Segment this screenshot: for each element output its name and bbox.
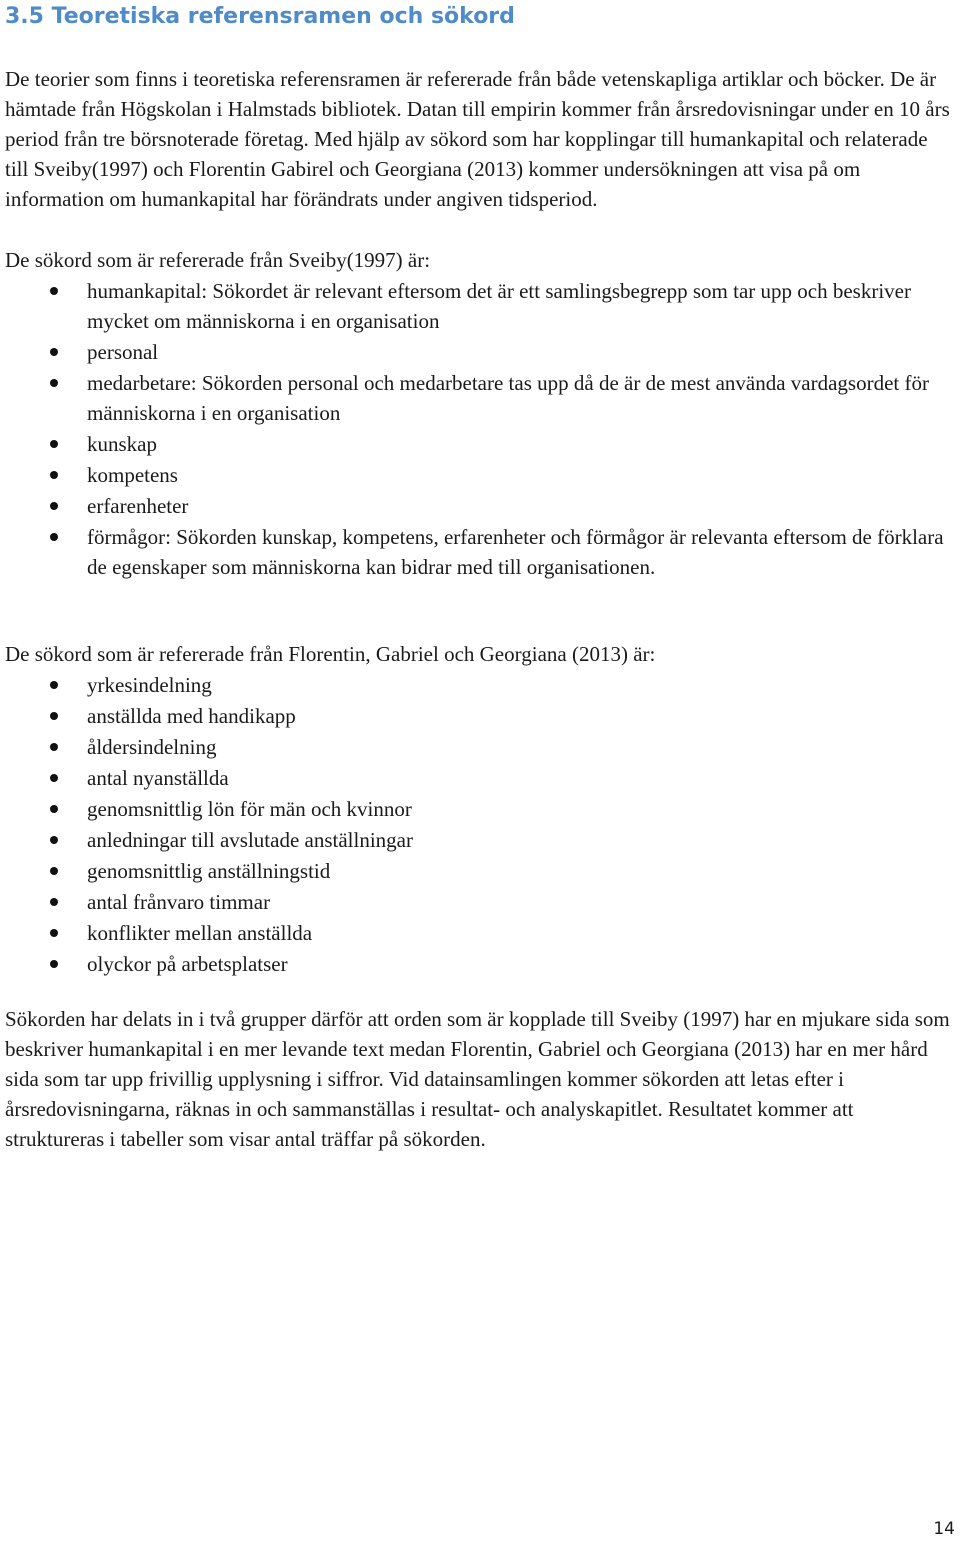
bullet-icon xyxy=(50,774,58,782)
intro-paragraph: De teorier som finns i teoretiska referensramen är refererade från både vetenskapliga artiklar och böcker. De är hämtade från Högskolan i Halmstads bibliotek. Datan till empirin kommer från årsredovisningar under en 10 års period från tre börsnoterade företag. Med hjälp av sökord som har kopplingar till humankapital och relaterade till Sveiby(1997) och Florentin Gabirel och Georgiana (2013) kommer undersökningen att visa på om information om humankapital har förändrats under angiven tidsperiod. xyxy=(5,67,950,211)
list-item: genomsnittlig anställningstid xyxy=(5,856,955,886)
list-item: olyckor på arbetsplatser xyxy=(5,949,955,979)
bullet-icon xyxy=(50,502,58,510)
list-item: antal frånvaro timmar xyxy=(5,887,955,917)
florentin-keyword-list xyxy=(5,670,955,979)
list-item: medarbetare: Sökorden personal och medarbetare tas upp då de är de mest använda vardagsordet för människorna i en organisation xyxy=(5,368,955,428)
list-item: genomsnittlig lön för män och kvinnor xyxy=(5,794,955,824)
list-item: kunskap xyxy=(5,429,955,459)
florentin-list-intro: De sökord som är refererade från Florentin, Gabriel och Georgiana (2013) är: xyxy=(5,642,656,666)
list-item: yrkesindelning xyxy=(5,670,955,700)
document-page xyxy=(5,0,955,1154)
list-item: humankapital: Sökordet är relevant eftersom det är ett samlingsbegrepp som tar upp och beskriver mycket om människorna i en organisation xyxy=(5,276,955,336)
list-item: kompetens xyxy=(5,460,955,490)
bullet-icon xyxy=(50,348,58,356)
bullet-icon xyxy=(50,867,58,875)
section-heading: 3.5 Teoretiska referensramen och sökord xyxy=(5,4,515,29)
list-item: antal nyanställda xyxy=(5,763,955,793)
bullet-icon xyxy=(50,471,58,479)
page-number: 14 xyxy=(933,1519,955,1539)
list-item: anställda med handikapp xyxy=(5,701,955,731)
list-item: konflikter mellan anställda xyxy=(5,918,955,948)
list-item: personal xyxy=(5,337,955,367)
list-item: förmågor: Sökorden kunskap, kompetens, erfarenheter och förmågor är relevanta eftersom de förklara de egenskaper som människorna kan bidrar med till organisationen. xyxy=(5,522,955,582)
list-item: anledningar till avslutade anställningar xyxy=(5,825,955,855)
bullet-icon xyxy=(50,712,58,720)
bullet-icon xyxy=(50,287,58,295)
bullet-icon xyxy=(50,805,58,813)
bullet-icon xyxy=(50,898,58,906)
list-item: åldersindelning xyxy=(5,732,955,762)
list-item: erfarenheter xyxy=(5,491,955,521)
closing-paragraph: Sökorden har delats in i två grupper därför att orden som är kopplade till Sveiby (1997) har en mjukare sida som beskriver humankapital i en mer levande text medan Florentin, Gabriel och Georgiana (2013) har en mer hård sida som tar upp frivillig upplysning i siffror. Vid datainsamlingen kommer sökorden att letas efter i årsredovisningarna, räknas in och sammanställas i resultat- och analyskapitlet. Resultatet kommer att struktureras i tabeller som visar antal träffar på sökorden. xyxy=(5,1007,950,1151)
sveiby-list-intro: De sökord som är refererade från Sveiby(1997) är: xyxy=(5,248,431,272)
bullet-icon xyxy=(50,533,58,541)
bullet-icon xyxy=(50,379,58,387)
bullet-icon xyxy=(50,681,58,689)
sveiby-keyword-list xyxy=(5,276,955,582)
bullet-icon xyxy=(50,836,58,844)
bullet-icon xyxy=(50,960,58,968)
bullet-icon xyxy=(50,743,58,751)
bullet-icon xyxy=(50,440,58,448)
bullet-icon xyxy=(50,929,58,937)
